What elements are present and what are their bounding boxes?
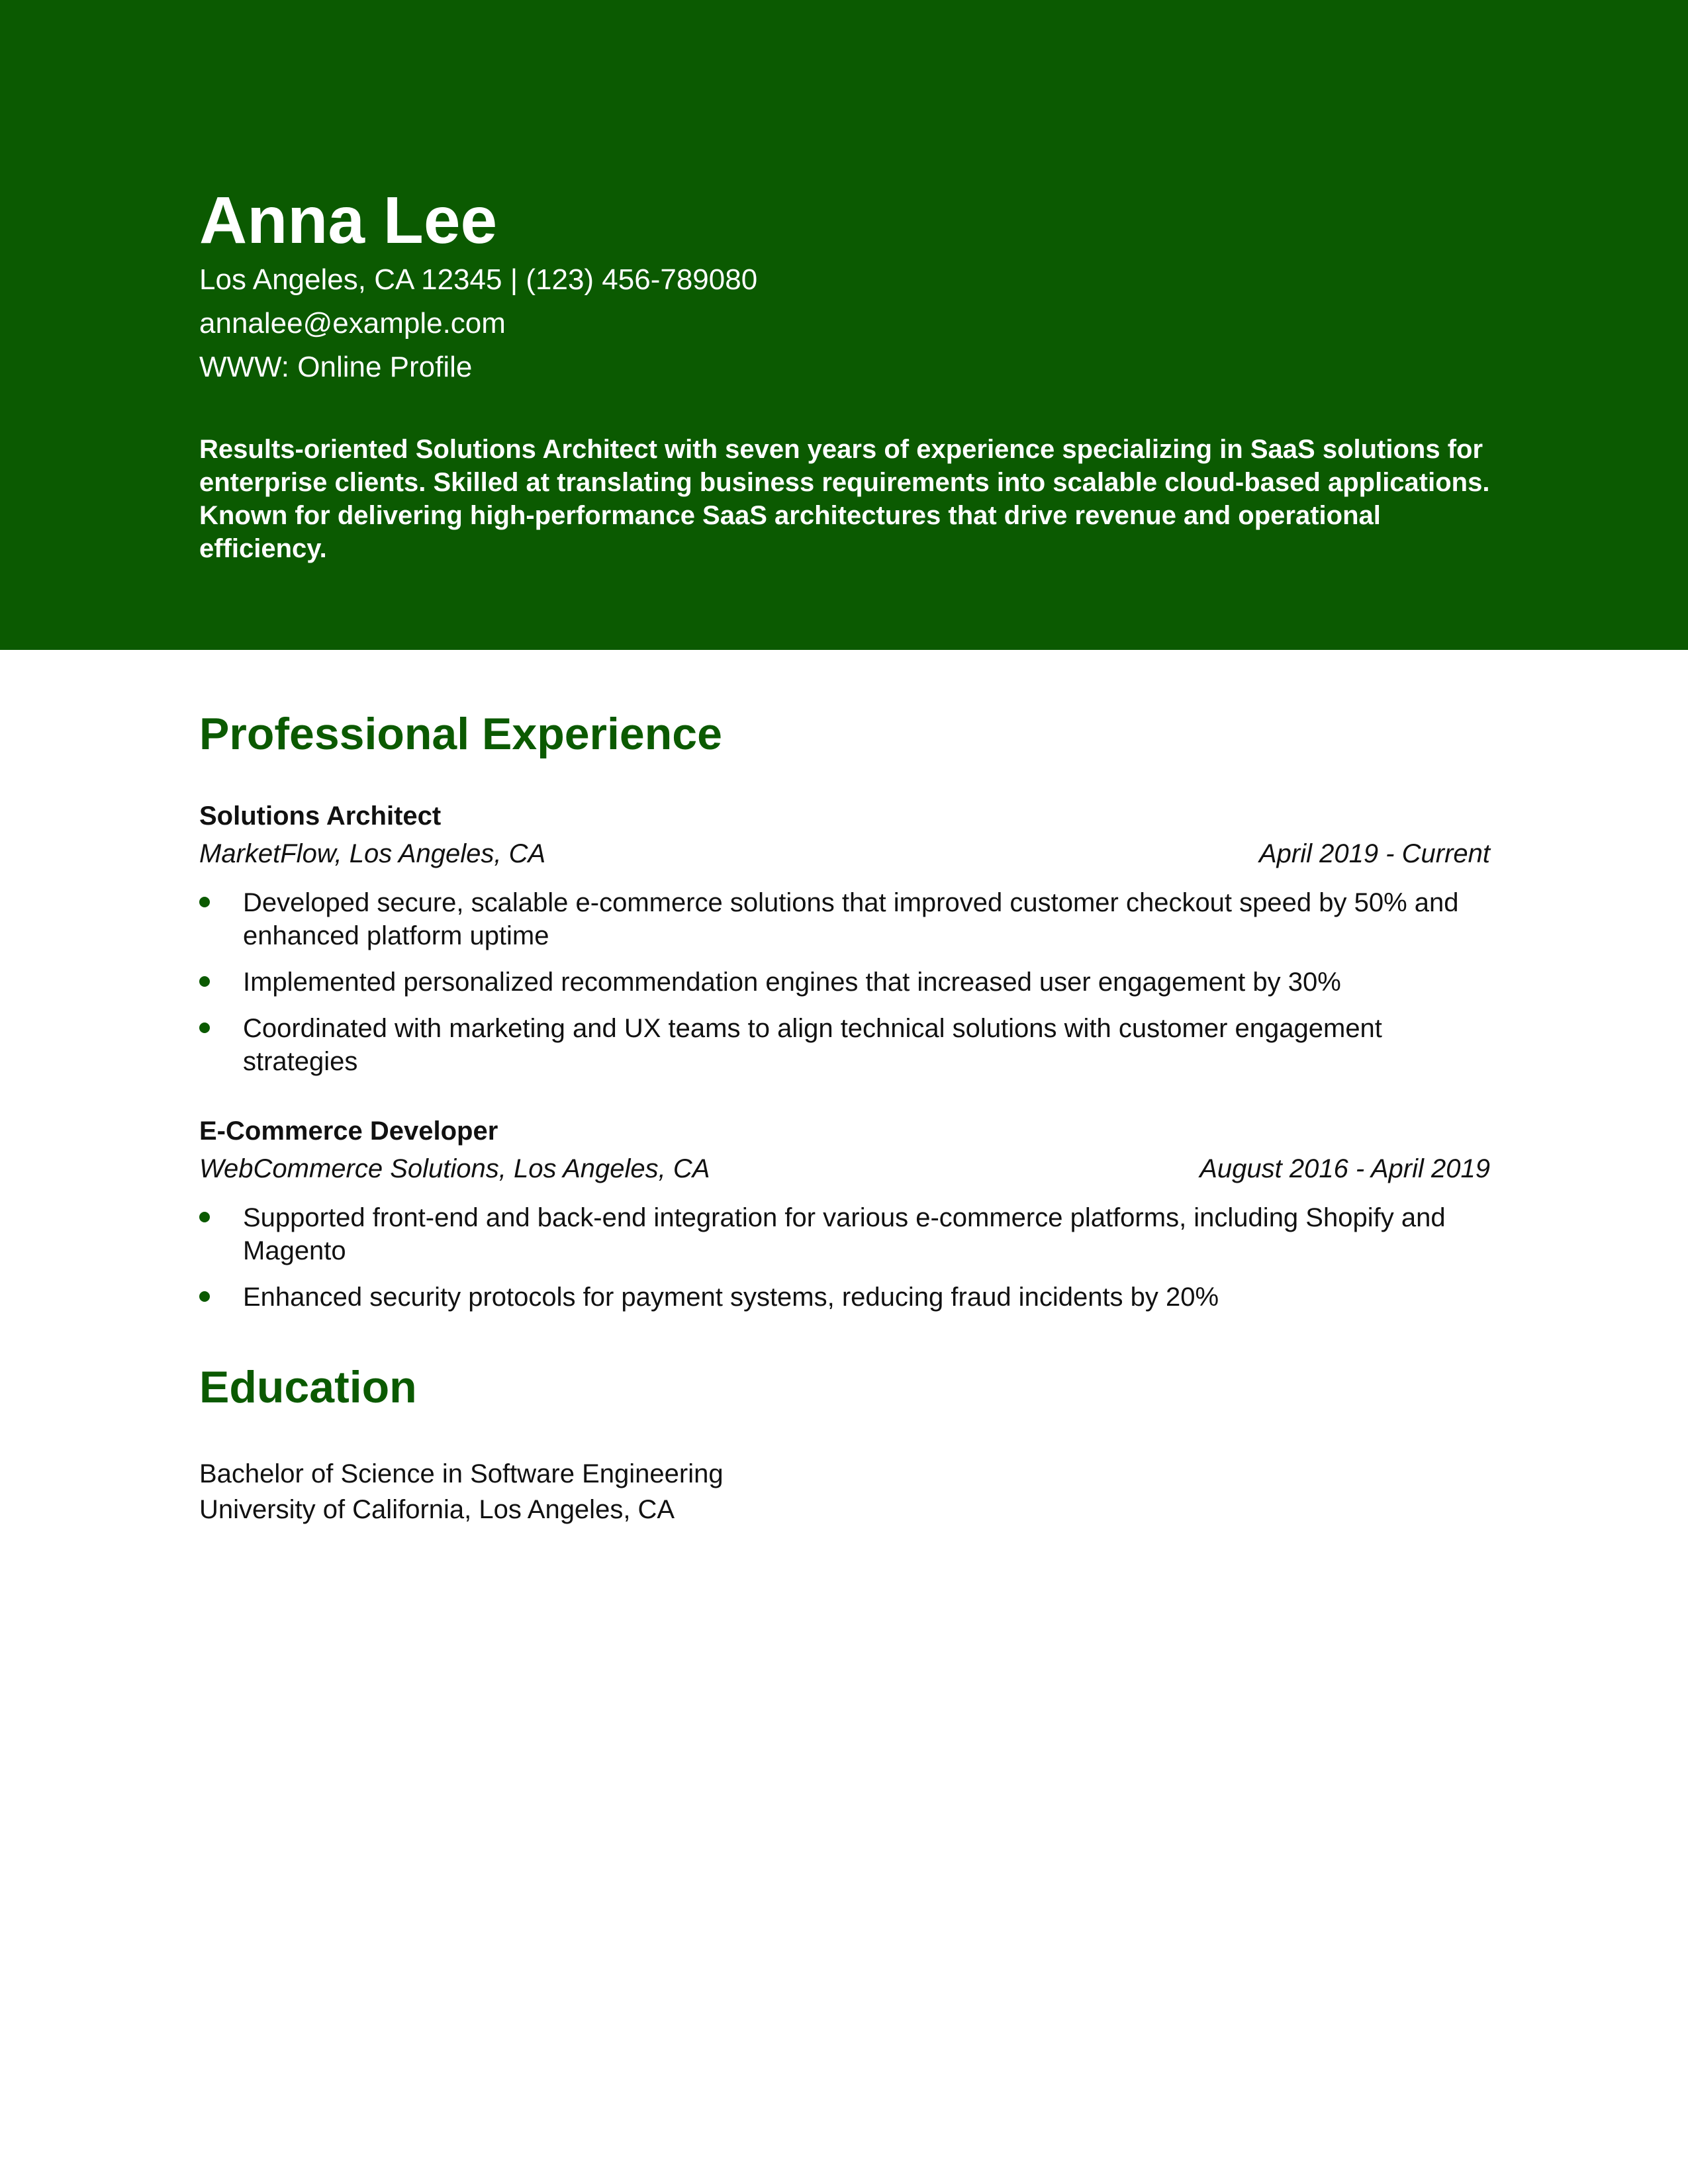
- bullet-dot-icon: [199, 976, 210, 987]
- job-entry: [199, 1113, 1490, 1314]
- bullet-item: [199, 1012, 1490, 1078]
- header-content: [199, 183, 1497, 565]
- experience-heading: Professional Experience: [199, 709, 722, 759]
- bullet-item: [199, 1281, 1490, 1314]
- job-dates: April 2019 - Current: [1258, 839, 1490, 868]
- education-section: [199, 1363, 1490, 1527]
- candidate-name: Anna Lee: [199, 183, 498, 257]
- contact-email[interactable]: annalee@example.com: [199, 307, 506, 340]
- contact-website[interactable]: WWW: Online Profile: [199, 351, 473, 383]
- education-details: [199, 1456, 1490, 1527]
- job-entry: [199, 797, 1490, 1078]
- bullet-text: Developed secure, scalable e-commerce solutions that improved customer checkout speed by 50% and enhanced platform uptime: [243, 887, 1459, 950]
- job-meta: [199, 1150, 1490, 1188]
- bullet-item: [199, 966, 1490, 999]
- job-bullets: [199, 886, 1490, 1078]
- job-title: Solutions Architect: [199, 801, 442, 831]
- contact-address-phone: Los Angeles, CA 12345 | (123) 456-789080: [199, 263, 758, 296]
- bullet-dot-icon: [199, 1023, 210, 1033]
- education-heading: Education: [199, 1361, 417, 1412]
- bullet-item: [199, 886, 1490, 952]
- education-degree: Bachelor of Science in Software Engineering: [199, 1459, 724, 1488]
- job-meta: [199, 835, 1490, 873]
- job-dates: August 2016 - April 2019: [1199, 1154, 1490, 1183]
- bullet-dot-icon: [199, 897, 210, 907]
- bullet-text: Coordinated with marketing and UX teams to align technical solutions with customer engagement strategies: [243, 1013, 1382, 1076]
- job-bullets: [199, 1201, 1490, 1314]
- professional-summary: Results-oriented Solutions Architect with seven years of experience specializing in SaaS solutions for enterprise clients. Skilled at translating business requirements into scalable cloud-based applications. Known for delivering high-performance SaaS architectures that drive revenue and operational efficiency.: [199, 435, 1490, 563]
- bullet-text: Implemented personalized recommendation engines that increased user engagement by 30%: [243, 967, 1341, 997]
- bullet-item: [199, 1201, 1490, 1267]
- header-band: [0, 0, 1688, 650]
- experience-section: [199, 709, 1490, 1314]
- bullet-text: Supported front-end and back-end integration for various e-commerce platforms, including Shopify and Magento: [243, 1203, 1446, 1265]
- bullet-text: Enhanced security protocols for payment systems, reducing fraud incidents by 20%: [243, 1282, 1219, 1312]
- job-company: WebCommerce Solutions, Los Angeles, CA: [199, 1154, 710, 1183]
- resume-body: [199, 709, 1490, 1527]
- education-school: University of California, Los Angeles, CA: [199, 1494, 675, 1524]
- bullet-dot-icon: [199, 1291, 210, 1302]
- job-company: MarketFlow, Los Angeles, CA: [199, 839, 546, 868]
- contact-info: [199, 258, 1497, 389]
- job-title: E-Commerce Developer: [199, 1116, 498, 1146]
- bullet-dot-icon: [199, 1212, 210, 1222]
